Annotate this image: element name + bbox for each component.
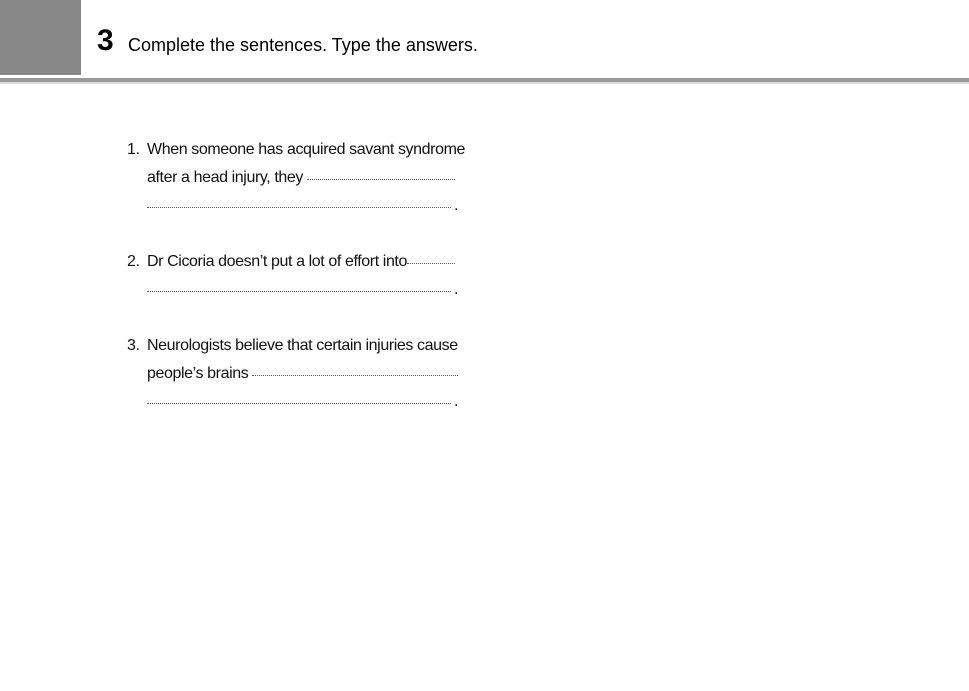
question-text — [147, 136, 465, 164]
answer-blank-2b[interactable] — [147, 291, 451, 292]
question-number: 2. — [127, 253, 140, 270]
question-text — [147, 360, 458, 388]
answer-blank-3a[interactable] — [252, 375, 458, 376]
question-3 — [126, 332, 471, 416]
question-text — [147, 388, 458, 416]
question-list — [126, 136, 471, 410]
header-divider-shadow — [0, 82, 969, 84]
question-number: 3. — [127, 337, 140, 354]
sentence-period: . — [454, 281, 459, 298]
question-text — [147, 248, 455, 276]
question-text — [147, 164, 455, 192]
question-text-line: Neurologists believe that certain injuries cause — [147, 337, 458, 354]
task-number: 3 — [97, 24, 114, 57]
question-text-line: Dr Cicoria doesn’t put a lot of effort into — [147, 253, 407, 270]
answer-blank-1a[interactable] — [307, 179, 455, 180]
exercise-header — [0, 0, 969, 78]
question-text — [147, 276, 458, 304]
task-instruction: Complete the sentences. Type the answers. — [128, 35, 478, 55]
sentence-period: . — [454, 197, 459, 214]
answer-blank-1b[interactable] — [147, 207, 451, 208]
answer-blank-3b[interactable] — [147, 403, 451, 404]
sentence-period: . — [454, 393, 459, 410]
question-text-line: after a head injury, they — [147, 169, 304, 186]
question-text-line: When someone has acquired savant syndrome — [147, 141, 466, 158]
question-text-line: people’s brains — [147, 365, 249, 382]
question-text — [147, 192, 458, 220]
question-number: 1. — [127, 141, 140, 158]
question-2 — [126, 248, 471, 304]
question-text — [147, 332, 458, 360]
header-corner-block — [0, 0, 81, 75]
question-1 — [126, 136, 471, 220]
answer-blank-2a[interactable] — [407, 263, 455, 264]
